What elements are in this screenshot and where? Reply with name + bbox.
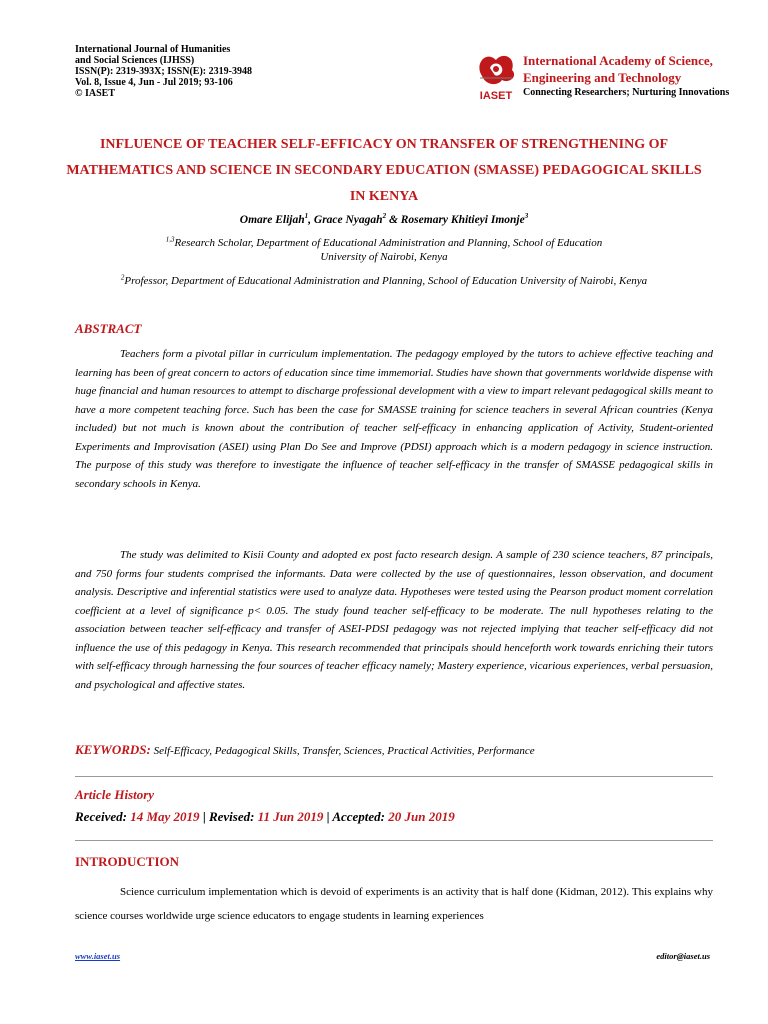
accepted-date: 20 Jun 2019 [385, 809, 455, 824]
publisher-tagline: Connecting Researchers; Nurturing Innovations [523, 87, 730, 98]
publisher-name [523, 52, 713, 86]
iaset-logo-icon [472, 46, 520, 102]
affiliation-1 [60, 236, 708, 264]
keywords [75, 742, 535, 758]
abstract-heading: ABSTRACT [75, 321, 142, 336]
revised-date: 11 Jun 2019 [254, 809, 327, 824]
received-date: 14 May 2019 [126, 809, 203, 824]
footer-website-link[interactable]: www.iaset.us [75, 951, 121, 961]
journal-copyright: © IASET [75, 88, 115, 99]
paper-title: INFLUENCE OF TEACHER SELF-EFFICACY ON TRANSFER OF STRENGTHENING OF MATHEMATICS AND SCIENCE IN SECONDARY EDUCATION (SMASSE) PEDAGOGICAL SKILLS IN KENYA [66, 137, 702, 204]
affiliation-line: Professor, Department of Educational Administration and Planning, School of Education University of Nairobi, Kenya [124, 275, 648, 287]
keywords-text: Self-Efficacy, Pedagogical Skills, Transfer, Sciences, Practical Activities, Performance [150, 745, 535, 757]
author-sup: 3 [524, 212, 529, 221]
accepted-label: Accepted: [329, 809, 386, 824]
introduction-heading: INTRODUCTION [75, 854, 180, 869]
received-label: Received: [75, 809, 127, 824]
logo-text: IASET [479, 90, 513, 102]
affiliation-2 [60, 274, 708, 288]
introduction-paragraph: Science curriculum implementation which is devoid of experiments is an activity that is half done (Kidman, 2012). This explains why science courses worldwide urge science educators to engage students in learning experiences [75, 886, 713, 922]
affiliation-line: Research Scholar, Department of Educational Administration and Planning, School of Education [174, 237, 603, 249]
divider [75, 776, 713, 777]
abstract-paragraph: The study was delimited to Kisii County and adopted ex post facto research design. A sample of 230 science teachers, 87 principals, and 750 forms four students comprised the informants. Data were collected by the use of questionnaires, lesson observation, and document analysis. Descriptive and inferential statistics were used to analyze data. Hypotheses were tested using the Pearson product moment correlation coefficient at a level of significance p< 0.05. The study found teacher self-efficacy to be moderate. The null hypotheses relating to the association between teacher self-efficacy and transfer of ASEI-PDSI pedagogy was not rejected implying that teacher self-efficacy did not influence the use of this pedagogy in Kenya. This research recommended that principals should henceforth work towards enriching their tutors with self-efficacy through harnessing the four sources of teacher efficacy namely; Mastery experience, vicarious experiences, verbal persuasion, and psychological and affective states. [75, 549, 713, 691]
affiliation-sup: 2 [120, 273, 125, 282]
publisher-name-line2: Engineering and Technology [523, 70, 682, 85]
journal-volume: Vol. 8, Issue 4, Jun - Jul 2019; 93-106 [75, 77, 233, 88]
publisher-name-line1: International Academy of Science, [523, 53, 713, 68]
author-name: Rosemary Khitieyi Imonje [400, 214, 525, 226]
date-separator: | [326, 809, 330, 824]
journal-issn: ISSN(P): 2319-393X; ISSN(E): 2319-3948 [75, 66, 252, 77]
author-sup: 1 [304, 212, 309, 221]
divider [75, 840, 713, 841]
keywords-label: KEYWORDS: [75, 742, 151, 757]
author-separator: , [308, 214, 314, 226]
affiliation-sup: 1,3 [165, 235, 175, 244]
journal-info [75, 44, 335, 99]
article-history-dates [75, 809, 455, 825]
author-name: Omare Elijah [239, 214, 305, 226]
article-history-heading: Article History [75, 787, 155, 802]
affiliation-line: University of Nairobi, Kenya [320, 251, 448, 263]
journal-name-line2: and Social Sciences (IJHSS) [75, 55, 195, 66]
date-separator: | [202, 809, 206, 824]
journal-name-line1: International Journal of Humanities [75, 44, 231, 55]
author-separator: & [386, 214, 401, 226]
publisher-header [472, 44, 732, 104]
revised-label: Revised: [205, 809, 255, 824]
abstract-paragraph: Teachers form a pivotal pillar in curriculum implementation. The pedagogy employed by the tutors to achieve effective teaching and learning has been of great concern to actors of education since time immemorial. Studies have shown that governments worldwide dispense with huge financial and human resources to attempt to discharge professional development with a view to impart relevant pedagogical skills meant to have a more competent teaching force. Such has been the case for SMASSE training for science teachers in several African countries (Kenya included) but not much is known about the contribution of teacher self-efficacy in enhancing application of Activity, Student-oriented Experiments and Improvisation (ASEI) using Plan Do See and Improve (PDSI) approach which is a modern pedagogy in science instruction. The purpose of this study was therefore to investigate the influence of teacher self-efficacy in the transfer of SMASSE pedagogical skills in secondary schools in Kenya. [75, 348, 713, 490]
author-sup: 2 [382, 212, 387, 221]
author-name: Grace Nyagah [313, 214, 383, 226]
footer-email: editor@iaset.us [656, 951, 710, 961]
author-list [60, 214, 708, 226]
